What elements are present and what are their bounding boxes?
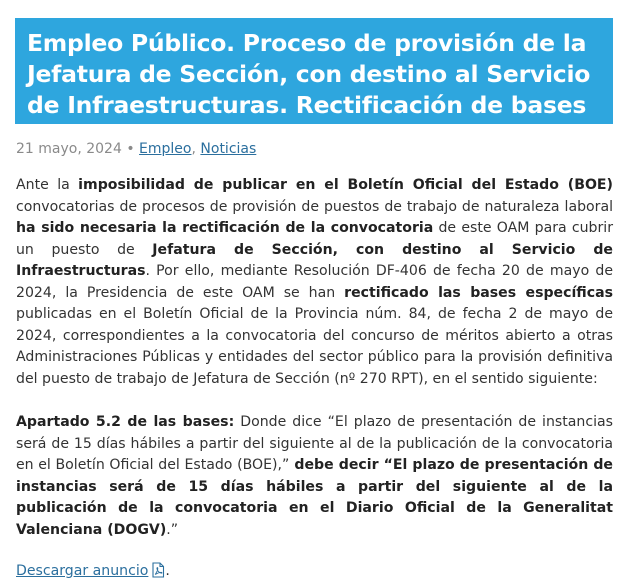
page-title: Empleo Público. Proceso de provisión de la Jefatura de Sección, con destino al Servicio de Infraestructuras. Rectificación de bases <box>27 29 591 119</box>
download-suffix: . <box>165 563 170 579</box>
text-run: .” <box>166 521 179 538</box>
intro-paragraph <box>16 175 613 390</box>
bold-run: rectificado las bases específicas <box>344 284 613 301</box>
rectification-paragraph <box>16 412 613 541</box>
post-date: 21 mayo, 2024 <box>16 141 122 157</box>
pdf-icon <box>151 562 165 586</box>
bold-run: ha sido necesaria la rectificación de la convocatoria <box>16 220 434 236</box>
bold-run: debe decir “El plazo de presentación de instancias será de 15 días hábiles a partir del siguiente al de la publicación de la convocatoria en el Diario Oficial de la Generalitat Valenciana (DOGV) <box>16 457 613 538</box>
download-link[interactable] <box>16 563 165 579</box>
download-label: Descargar anuncio <box>16 563 149 579</box>
article-body <box>16 175 613 586</box>
bold-run: Apartado 5.2 de las bases: <box>16 414 235 430</box>
download-paragraph <box>16 561 613 586</box>
text-run: Donde dice “El plazo de presentación de instancias será de 15 días hábiles a partir del siguiente al de la publicación de la convocatoria en el Boletín Oficial del Estado (BOE),” <box>16 414 613 473</box>
text-run: . Por ello, mediante Resolución DF-406 de fecha 20 de mayo de 2024, la Presidencia de este OAM se han <box>16 263 613 301</box>
post-meta <box>16 141 256 157</box>
title-banner <box>15 18 613 124</box>
bold-run: Jefatura de Sección, con destino al Servicio de Infraestructuras <box>16 241 613 279</box>
bold-run: imposibilidad de publicar en el Boletín Oficial del Estado (BOE) <box>78 177 613 193</box>
meta-separator: • <box>121 141 140 157</box>
text-run: publicadas en el Boletín Oficial de la Provincia núm. 84, de fecha 2 de mayo de 2024, correspondientes a la convocatoria del concurso de méritos abierto a otras Administraciones Públicas y entidades del sector público para la provisión definitiva del puesto de trabajo de Jefatura de Sección (nº 270 RPT), en el sentido siguiente: <box>16 306 613 387</box>
text-run: Ante la <box>16 177 79 193</box>
category-link-empleo[interactable]: Empleo <box>139 141 192 157</box>
text-run: convocatorias de procesos de provisión de puestos de trabajo de naturaleza laboral <box>16 198 613 215</box>
category-comma: , <box>191 141 201 157</box>
category-link-noticias[interactable]: Noticias <box>200 141 257 157</box>
text-run: de este OAM para cubrir un puesto de <box>16 220 613 258</box>
